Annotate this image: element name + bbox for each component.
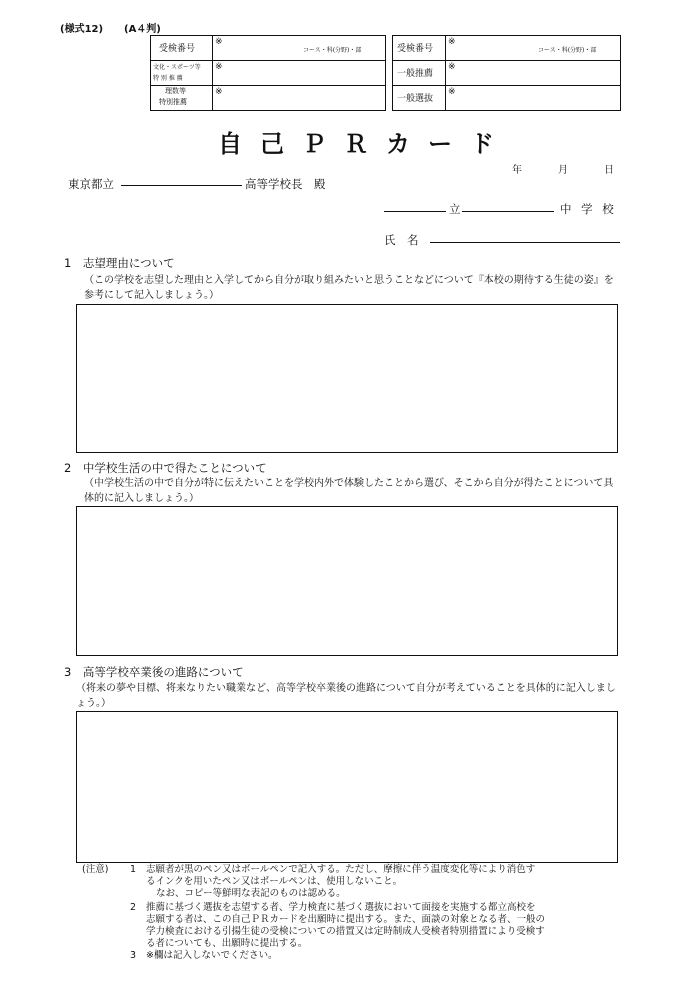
name-label: 氏 名 [384,233,419,247]
principal-label: 高等学校長 殿 [245,177,326,191]
name-line[interactable] [430,242,620,243]
prefecture-line[interactable] [384,211,446,212]
note-2-line: る者についても、出願時に提出する。 [146,938,308,949]
section-1-heading: 1 志望理由について [64,256,175,270]
mark-symbol: ※ [215,87,223,97]
section-2-instruction: （中学校生活の中で自分が特に伝えたいことを学校内外で体験したことから選び、そこから自分が得たことについて具体的に記入しましょう。） [84,478,614,504]
section-3-instruction: （将来の夢や目標、将来なりたい職業など、高等学校卒業後の進路について自分が考えていることを具体的に記入しましょう。） [76,683,616,709]
date-month-label: 月 [558,165,568,176]
left-entry-table [150,35,386,111]
mark-symbol: ※ [215,37,223,47]
section-1-instruction: （この学校を志望した理由と入学してから自分が取り組みたいと思うことなどについて『本校の期待する生徒の姿』を参考にして記入しましょう。） [84,275,614,301]
note-2-line: 志願する者は、この自己ＰＲカードを出願時に提出する。また、面談の対象となる者、一般の [146,914,546,925]
mark-symbol: ※ [448,37,456,47]
junior-high-label: 中 学 校 [560,202,617,216]
sports-label-line1: 文化・スポーツ等 [153,64,201,71]
junior-high-name-line[interactable] [462,211,554,212]
page-title: 自己ＰＲカード [218,130,512,158]
note-1-line: なお、コピー等鮮明な表記のものは認める。 [156,888,346,899]
note-2-number: 2 [130,902,137,913]
section-2-heading: 2 中学校生活の中で得たことについて [64,461,267,475]
course-label: コース・科(分野)・部 [303,47,362,54]
science-label-line1: 理数等 [165,87,186,95]
note-1-line: 志願者が黒のペン又はボールペンで記入する。ただし、摩擦に伴う温度変化等により消色す [146,864,536,875]
paper-size: (A４判) [124,24,161,35]
section-3-heading: 3 高等学校卒業後の進路について [64,665,244,679]
science-label-line2: 特別推薦 [159,98,187,106]
ritsu-label: 立 [449,202,461,216]
date-day-label: 日 [604,165,614,176]
section-2-answer-box[interactable] [76,506,618,656]
school-name-line[interactable] [121,185,242,186]
note-2-line: 推薦に基づく選抜を志望する者、学力検査に基づく選抜において面接を実施する都立高校を [146,902,536,913]
sports-label-line2: 特 別 推 薦 [153,75,183,82]
section-3-answer-box[interactable] [76,711,618,863]
form-number: (様式12) [60,24,104,35]
exam-number-label: 受検番号 [159,44,196,54]
note-1-number: 1 [130,864,137,875]
mark-symbol: ※ [215,62,223,72]
notes-label: (注意) [82,864,109,875]
course-label: コース・科(分野)・部 [538,47,597,54]
date-year-label: 年 [512,165,522,176]
note-2-line: 学力検査における引揚生徒の受検についての措置又は定時制成人受検者特別措置により受検す [146,926,545,937]
general-selection-label: 一般選抜 [397,94,434,104]
note-3-number: 3 [130,950,137,961]
right-entry-table [392,35,621,111]
section-1-answer-box[interactable] [76,304,618,453]
note-3-line: ※欄は記入しないでください。 [146,950,278,961]
exam-number-label: 受検番号 [397,44,434,54]
general-recommendation-label: 一般推薦 [397,69,434,79]
mark-symbol: ※ [448,87,456,97]
mark-symbol: ※ [448,62,456,72]
tokyo-label: 東京都立 [68,177,114,191]
note-1-line: るインクを用いたペン又はボールペンは、使用しないこと。 [146,876,403,887]
